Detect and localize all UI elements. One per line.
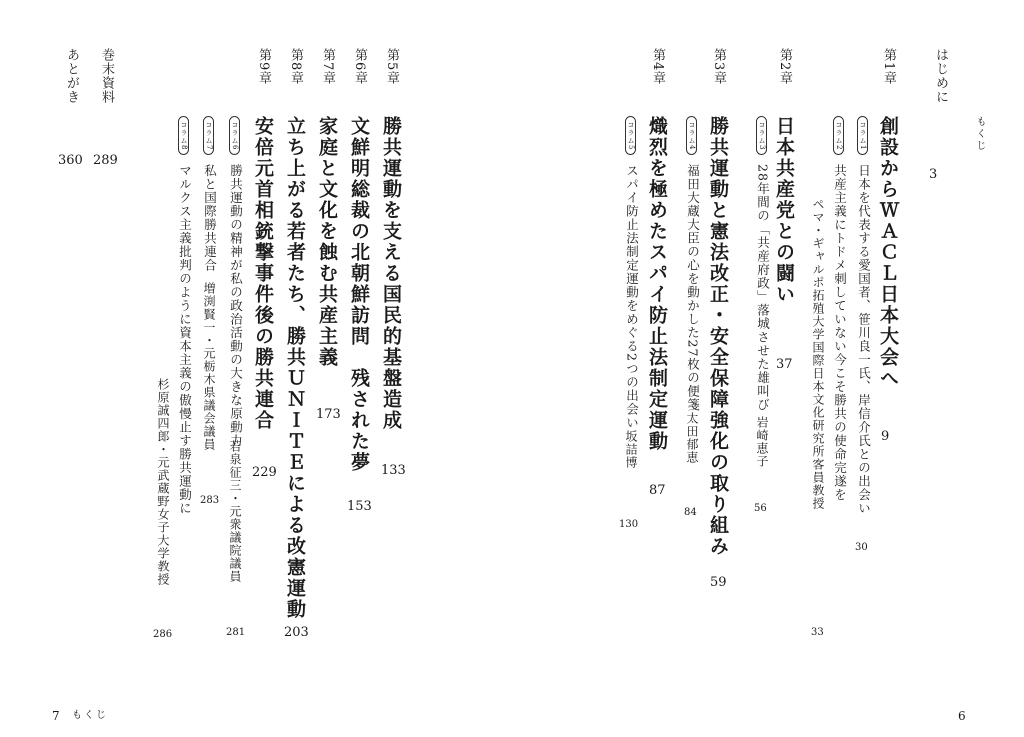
column-2-page: 33 [811, 627, 824, 638]
column-7-author: 増渕賢一・元栃木県議会議員 [202, 282, 216, 451]
chapter-1-title: 創設からＷＡＣＬ日本大会へ [877, 116, 899, 389]
column-4-page: 84 [684, 507, 697, 518]
chapter-9-title: 安倍元首相銃撃事件後の勝共連合 [252, 116, 274, 431]
folio-left-number: 7 [52, 709, 60, 723]
appendix-label: 巻末資料 [99, 48, 114, 104]
column-5-tag: コラム5 [625, 116, 636, 155]
column-5-author: 坂詰博 [624, 430, 638, 469]
chapter-4-title: 熾烈を極めたスパイ防止法制定運動 [646, 116, 668, 452]
chapter-7-title: 家庭と文化を蝕む共産主義 [316, 116, 338, 368]
folio-right-number: 6 [958, 709, 966, 723]
chapter-8-title: 立ち上がる若者たち、勝共ＵＮＩＴＥによる改憲運動 [284, 116, 306, 620]
chapter-2-number: 第2章 [777, 48, 792, 86]
column-8-tag: コラム8 [178, 116, 189, 155]
appendix-page: 289 [93, 153, 118, 168]
chapter-3-page: 59 [710, 575, 727, 590]
chapter-1-page: 9 [881, 429, 890, 444]
chapter-6-number: 第6章 [352, 48, 367, 86]
column-4-tag: コラム4 [686, 116, 697, 155]
column-4-author: 太田郁恵 [685, 412, 699, 464]
chapter-8-page: 203 [284, 625, 309, 640]
chapter-1-number: 第1章 [881, 48, 896, 86]
toc-heading: もくじ [974, 116, 985, 152]
chapter-5-number: 第5章 [384, 48, 399, 86]
column-6-title: 勝共運動の精神が私の政治活動の大きな原動力 [228, 164, 244, 448]
column-6-tag: コラム6 [229, 116, 240, 155]
chapter-5-title: 勝共運動を支える国民的基盤造成 [380, 116, 402, 431]
chapter-7-number: 第7章 [320, 48, 335, 86]
column-2-title: 共産主義にトドメ刺していない今こそ勝共の使命完遂を [832, 164, 848, 502]
column-5-title: スパイ防止法制定運動をめぐる2つの出会い [624, 164, 640, 430]
column-8-title: マルクス主義批判のように資本主義の傲慢止す勝共運動に [177, 164, 193, 515]
chapter-4-page: 87 [649, 483, 666, 498]
hajimeni-page: 3 [929, 167, 938, 182]
column-1-page: 30 [855, 542, 868, 553]
page-right [512, 0, 1024, 737]
column-3-title: 28年間の「共産府政」落城させた雄叫び [755, 164, 771, 412]
folio-left-label: もくじ [72, 710, 108, 721]
column-2-author: ペマ・ギャルポ拓殖大学国際日本文化研究所客員教授 [811, 198, 825, 510]
column-1-title: 日本を代表する愛国者、笹川良一氏、岸信介氏との出会い [856, 164, 872, 515]
chapter-7-page: 173 [316, 407, 341, 422]
column-7-tag: コラム7 [203, 116, 214, 155]
chapter-4-number: 第4章 [650, 48, 665, 86]
chapter-3-number: 第3章 [711, 48, 726, 86]
afterword-label: あとがき [64, 48, 79, 104]
column-5-page: 130 [619, 519, 639, 530]
column-6-author: 若泉征三・元衆議院議員 [228, 440, 242, 583]
afterword-page: 360 [58, 153, 83, 168]
column-1-tag: コラム1 [857, 116, 868, 155]
hajimeni-label: はじめに [933, 48, 948, 104]
chapter-9-number: 第9章 [256, 48, 271, 86]
column-8-author: 杉原誠四郎・元武蔵野女子大学教授 [156, 378, 170, 586]
chapter-9-page: 229 [252, 465, 277, 480]
column-7-title: 私と国際勝共連合 [202, 164, 218, 272]
column-3-tag: コラム3 [756, 116, 767, 155]
column-8-page: 286 [153, 629, 173, 640]
chapter-2-page: 37 [776, 357, 793, 372]
column-7-page: 283 [200, 495, 220, 506]
column-6-page: 281 [226, 627, 246, 638]
column-3-author: 岩崎恵子 [755, 416, 769, 468]
column-3-page: 56 [754, 503, 767, 514]
chapter-6-page: 153 [347, 499, 372, 514]
chapter-5-page: 133 [381, 463, 406, 478]
chapter-2-title: 日本共産党との闘い [773, 116, 795, 305]
chapter-6-title: 文鮮明総裁の北朝鮮訪問 残された夢 [348, 116, 370, 473]
column-2-tag: コラム2 [833, 116, 844, 155]
chapter-3-title: 勝共運動と憲法改正・安全保障強化の取り組み [707, 116, 729, 557]
chapter-8-number: 第8章 [288, 48, 303, 86]
column-4-title: 福田大蔵大臣の心を動かした27枚の便箋 [685, 164, 701, 412]
